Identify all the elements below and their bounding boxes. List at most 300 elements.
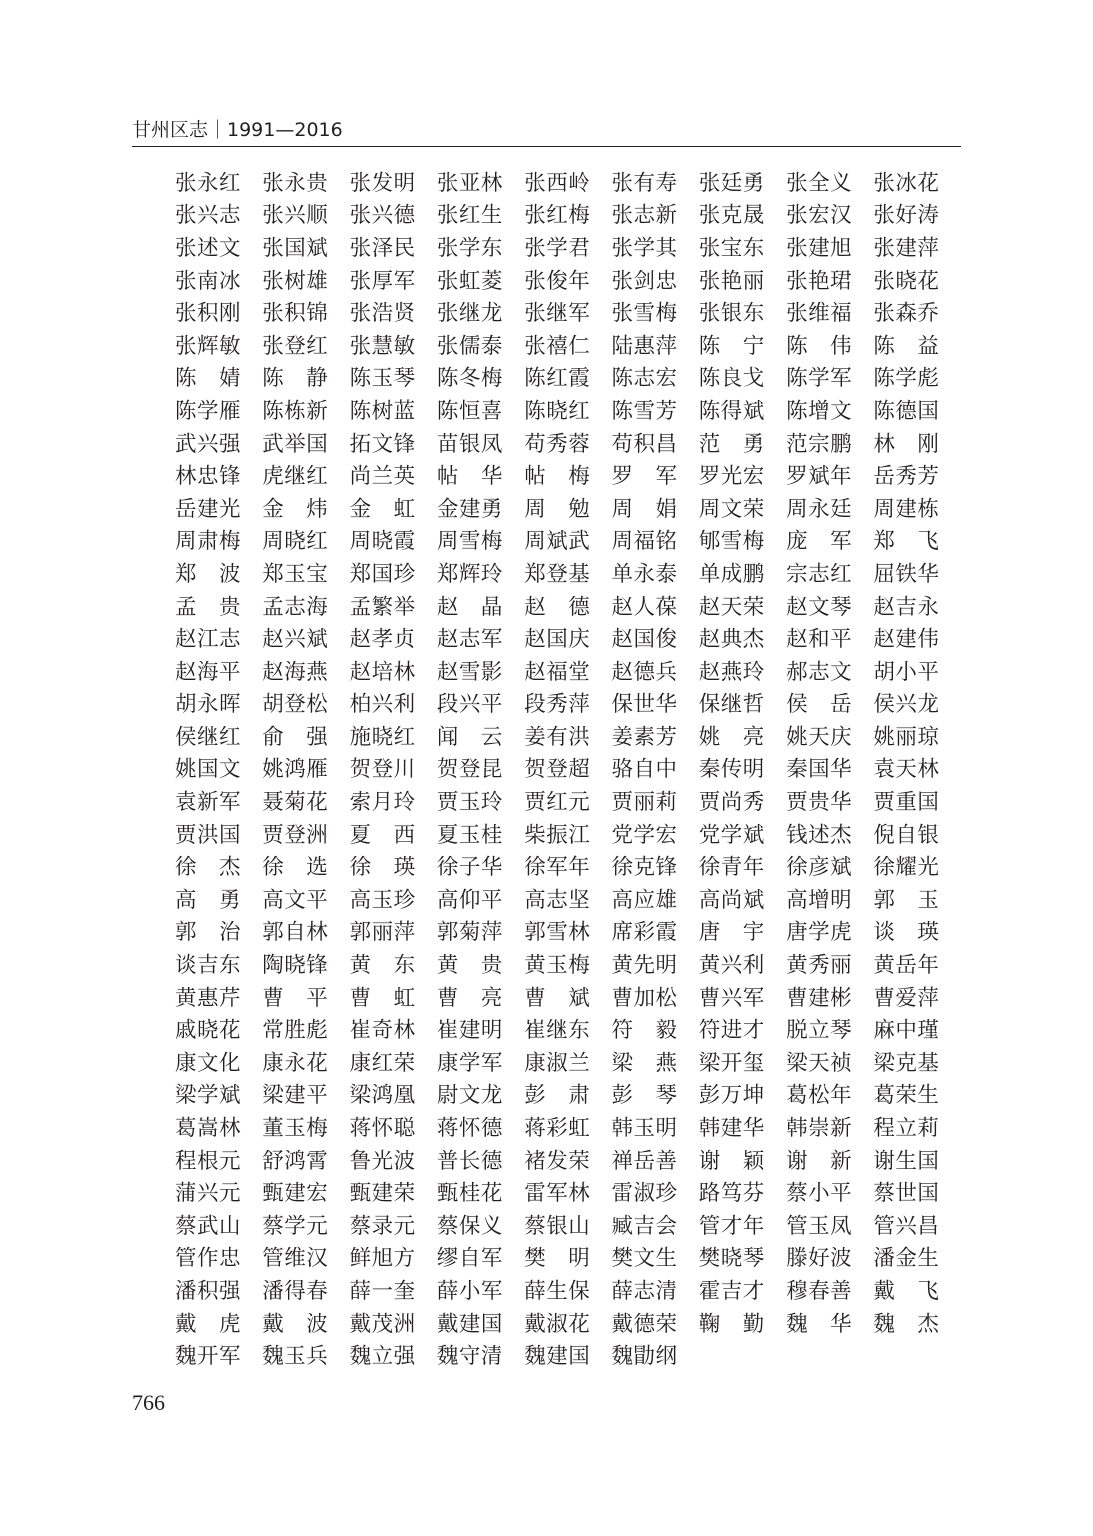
name-entry: 陈 静 bbox=[262, 366, 329, 392]
name-entry: 单成鹏 bbox=[698, 561, 765, 587]
page-number: 766 bbox=[132, 1390, 165, 1415]
name-entry: 戴建国 bbox=[436, 1311, 503, 1337]
name-entry: 高玉珍 bbox=[349, 887, 416, 913]
name-entry: 禅岳善 bbox=[611, 1148, 678, 1174]
name-entry: 胡登松 bbox=[262, 692, 329, 718]
name-entry: 岳建光 bbox=[175, 496, 242, 522]
name-entry: 鞠 勤 bbox=[698, 1311, 765, 1337]
name-entry: 戴 虎 bbox=[175, 1311, 242, 1337]
name-entry: 郭 玉 bbox=[873, 887, 940, 913]
name-entry: 梁开玺 bbox=[698, 1050, 765, 1076]
name-entry: 黄 贵 bbox=[436, 953, 503, 979]
name-row bbox=[175, 361, 975, 394]
name-entry: 钱述杰 bbox=[786, 822, 853, 848]
name-entry: 徐子华 bbox=[436, 855, 503, 881]
name-entry: 倪自银 bbox=[873, 822, 940, 848]
name-entry: 赵天荣 bbox=[698, 594, 765, 620]
name-entry: 魏勖纲 bbox=[611, 1344, 678, 1370]
name-entry: 孟繁举 bbox=[349, 594, 416, 620]
name-entry: 武举国 bbox=[262, 431, 329, 457]
name-entry: 贾登洲 bbox=[262, 822, 329, 848]
name-row bbox=[175, 947, 975, 980]
name-entry: 袁天林 bbox=[873, 757, 940, 783]
name-entry: 张好涛 bbox=[873, 203, 940, 229]
name-entry: 张建旭 bbox=[786, 235, 853, 261]
name-entry: 蔡学元 bbox=[262, 1213, 329, 1239]
name-entry: 秦传明 bbox=[698, 757, 765, 783]
name-entry: 张全义 bbox=[786, 170, 853, 196]
name-entry: 武兴强 bbox=[175, 431, 242, 457]
name-entry: 张剑忠 bbox=[611, 268, 678, 294]
name-entry: 徐克锋 bbox=[611, 855, 678, 881]
name-entry: 黄先明 bbox=[611, 953, 678, 979]
name-entry: 赵海平 bbox=[175, 659, 242, 685]
name-entry: 张永贵 bbox=[262, 170, 329, 196]
name-entry: 贾重国 bbox=[873, 790, 940, 816]
name-entry: 陈冬梅 bbox=[436, 366, 503, 392]
name-entry: 高应雄 bbox=[611, 887, 678, 913]
name-entry: 夏 西 bbox=[349, 822, 416, 848]
name-entry: 张学东 bbox=[436, 235, 503, 261]
name-entry: 周建栋 bbox=[873, 496, 940, 522]
name-entry: 潘金生 bbox=[873, 1246, 940, 1272]
name-row bbox=[175, 491, 975, 524]
name-entry: 金 炜 bbox=[262, 496, 329, 522]
name-entry: 郭 治 bbox=[175, 920, 242, 946]
name-entry: 陶晓锋 bbox=[262, 953, 329, 979]
name-entry: 张银东 bbox=[698, 301, 765, 327]
name-entry: 戴 飞 bbox=[873, 1278, 940, 1304]
name-entry: 张儒泰 bbox=[436, 333, 503, 359]
name-entry: 段兴平 bbox=[436, 692, 503, 718]
name-entry: 常胜彪 bbox=[262, 1018, 329, 1044]
name-entry: 姚天庆 bbox=[786, 724, 853, 750]
name-entry: 蔡武山 bbox=[175, 1213, 242, 1239]
name-entry: 陈树蓝 bbox=[349, 398, 416, 424]
name-entry: 樊文生 bbox=[611, 1246, 678, 1272]
name-entry: 谢生国 bbox=[873, 1148, 940, 1174]
name-entry: 高文平 bbox=[262, 887, 329, 913]
name-entry: 贾洪国 bbox=[175, 822, 242, 848]
name-entry: 甄建荣 bbox=[349, 1181, 416, 1207]
name-entry: 秦国华 bbox=[786, 757, 853, 783]
name-entry: 脱立琴 bbox=[786, 1018, 853, 1044]
name-entry: 闻 云 bbox=[436, 724, 503, 750]
name-entry: 赵文琴 bbox=[786, 594, 853, 620]
name-entry: 贾尚秀 bbox=[698, 790, 765, 816]
name-entry: 屈铁华 bbox=[873, 561, 940, 587]
name-entry: 戚晓花 bbox=[175, 1018, 242, 1044]
name-entry: 柴振江 bbox=[524, 822, 591, 848]
name-entry: 戴淑花 bbox=[524, 1311, 591, 1337]
name-entry: 贺登昆 bbox=[436, 757, 503, 783]
name-entry: 范 勇 bbox=[698, 431, 765, 457]
name-entry: 陈德国 bbox=[873, 398, 940, 424]
name-entry: 侯继红 bbox=[175, 724, 242, 750]
name-entry: 陈晓红 bbox=[524, 398, 591, 424]
name-entry: 赵兴斌 bbox=[262, 627, 329, 653]
name-entry: 缪自军 bbox=[436, 1246, 503, 1272]
name-entry: 赵典杰 bbox=[698, 627, 765, 653]
name-row bbox=[175, 295, 975, 328]
name-row bbox=[175, 426, 975, 459]
name-entry: 魏 杰 bbox=[873, 1311, 940, 1337]
page-header bbox=[132, 114, 961, 147]
name-entry: 管维汉 bbox=[262, 1246, 329, 1272]
name-entry: 宗志红 bbox=[786, 561, 853, 587]
name-entry: 孟 贵 bbox=[175, 594, 242, 620]
name-entry: 张亚林 bbox=[436, 170, 503, 196]
name-entry: 胡小平 bbox=[873, 659, 940, 685]
name-entry: 程立莉 bbox=[873, 1116, 940, 1142]
name-entry: 陈 伟 bbox=[786, 333, 853, 359]
name-entry: 赵 晶 bbox=[436, 594, 503, 620]
name-entry: 姜素芳 bbox=[611, 724, 678, 750]
name-entry: 张兴志 bbox=[175, 203, 242, 229]
name-entry: 黄秀丽 bbox=[786, 953, 853, 979]
name-entry: 臧吉会 bbox=[611, 1213, 678, 1239]
name-row bbox=[175, 719, 975, 752]
name-entry: 单永泰 bbox=[611, 561, 678, 587]
name-entry: 林 刚 bbox=[873, 431, 940, 457]
name-entry: 黄兴利 bbox=[698, 953, 765, 979]
name-entry: 周 娟 bbox=[611, 496, 678, 522]
name-row bbox=[175, 1241, 975, 1274]
name-entry: 徐军年 bbox=[524, 855, 591, 881]
name-entry: 陈学彪 bbox=[873, 366, 940, 392]
name-entry: 蒋怀德 bbox=[436, 1116, 503, 1142]
name-entry: 张登红 bbox=[262, 333, 329, 359]
name-entry: 蔡录元 bbox=[349, 1213, 416, 1239]
name-row bbox=[175, 687, 975, 720]
name-entry: 霍吉才 bbox=[698, 1278, 765, 1304]
name-entry: 郇雪梅 bbox=[698, 529, 765, 555]
name-entry: 蒲兴元 bbox=[175, 1181, 242, 1207]
name-entry: 戴茂洲 bbox=[349, 1311, 416, 1337]
name-entry: 康学军 bbox=[436, 1050, 503, 1076]
name-entry: 樊晓琴 bbox=[698, 1246, 765, 1272]
name-entry: 曹 平 bbox=[262, 985, 329, 1011]
name-entry: 陈良戈 bbox=[698, 366, 765, 392]
name-entry: 姚丽琼 bbox=[873, 724, 940, 750]
name-entry: 张学其 bbox=[611, 235, 678, 261]
name-entry: 张南冰 bbox=[175, 268, 242, 294]
name-entry: 罗斌年 bbox=[786, 464, 853, 490]
name-row bbox=[175, 198, 975, 231]
name-row bbox=[175, 556, 975, 589]
name-entry: 韩崇新 bbox=[786, 1116, 853, 1142]
name-row bbox=[175, 882, 975, 915]
name-entry: 陈增文 bbox=[786, 398, 853, 424]
name-entry: 崔奇林 bbox=[349, 1018, 416, 1044]
name-entry: 姚鸿雁 bbox=[262, 757, 329, 783]
name-entry: 薛小军 bbox=[436, 1278, 503, 1304]
name-entry: 管才年 bbox=[698, 1213, 765, 1239]
name-entry: 陈 益 bbox=[873, 333, 940, 359]
name-entry: 施晓红 bbox=[349, 724, 416, 750]
name-entry: 赵人葆 bbox=[611, 594, 678, 620]
name-entry: 韩玉明 bbox=[611, 1116, 678, 1142]
name-row bbox=[175, 263, 975, 296]
name-row bbox=[175, 915, 975, 948]
name-entry: 陈 宁 bbox=[698, 333, 765, 359]
name-entry: 甄建宏 bbox=[262, 1181, 329, 1207]
name-entry: 赵海燕 bbox=[262, 659, 329, 685]
name-entry: 帖 梅 bbox=[524, 464, 591, 490]
name-entry: 张艳珺 bbox=[786, 268, 853, 294]
name-row bbox=[175, 589, 975, 622]
name-entry: 樊 明 bbox=[524, 1246, 591, 1272]
name-entry: 蔡世国 bbox=[873, 1181, 940, 1207]
name-entry: 符 毅 bbox=[611, 1018, 678, 1044]
name-entry: 拓文锋 bbox=[349, 431, 416, 457]
name-row bbox=[175, 1045, 975, 1078]
name-entry: 孟志海 bbox=[262, 594, 329, 620]
name-entry: 张慧敏 bbox=[349, 333, 416, 359]
name-entry: 谢 颖 bbox=[698, 1148, 765, 1174]
name-entry: 夏玉桂 bbox=[436, 822, 503, 848]
name-entry: 张积锦 bbox=[262, 301, 329, 327]
name-entry: 徐 瑛 bbox=[349, 855, 416, 881]
name-entry: 苟秀蓉 bbox=[524, 431, 591, 457]
name-entry: 赵建伟 bbox=[873, 627, 940, 653]
name-entry: 柏兴利 bbox=[349, 692, 416, 718]
name-entry: 张兴德 bbox=[349, 203, 416, 229]
name-entry: 张兴顺 bbox=[262, 203, 329, 229]
name-entry: 陈雪芳 bbox=[611, 398, 678, 424]
name-entry: 金 虹 bbox=[349, 496, 416, 522]
name-entry: 周 勉 bbox=[524, 496, 591, 522]
header-title: 甘州区志｜1991—2016 bbox=[132, 119, 343, 141]
name-row bbox=[175, 458, 975, 491]
name-entry: 张志新 bbox=[611, 203, 678, 229]
name-row bbox=[175, 1273, 975, 1306]
name-entry: 党学宏 bbox=[611, 822, 678, 848]
name-entry: 徐耀光 bbox=[873, 855, 940, 881]
name-row bbox=[175, 165, 975, 198]
name-entry: 梁学斌 bbox=[175, 1083, 242, 1109]
name-entry: 黄惠芹 bbox=[175, 985, 242, 1011]
name-entry: 高仰平 bbox=[436, 887, 503, 913]
name-entry: 戴德荣 bbox=[611, 1311, 678, 1337]
name-row bbox=[175, 393, 975, 426]
name-entry: 张维福 bbox=[786, 301, 853, 327]
name-entry: 郑 飞 bbox=[873, 529, 940, 555]
name-entry: 赵江志 bbox=[175, 627, 242, 653]
name-entry: 赵孝贞 bbox=[349, 627, 416, 653]
name-entry: 康淑兰 bbox=[524, 1050, 591, 1076]
name-entry: 陈志宏 bbox=[611, 366, 678, 392]
name-entry: 赵志军 bbox=[436, 627, 503, 653]
name-entry: 胡永晖 bbox=[175, 692, 242, 718]
name-entry: 周雪梅 bbox=[436, 529, 503, 555]
name-entry: 张述文 bbox=[175, 235, 242, 261]
name-entry: 薛一奎 bbox=[349, 1278, 416, 1304]
name-entry: 崔建明 bbox=[436, 1018, 503, 1044]
name-entry: 唐 宇 bbox=[698, 920, 765, 946]
name-entry: 康永花 bbox=[262, 1050, 329, 1076]
name-entry: 周晓红 bbox=[262, 529, 329, 555]
name-row bbox=[175, 654, 975, 687]
name-entry: 葛松年 bbox=[786, 1083, 853, 1109]
name-entry: 张宝东 bbox=[698, 235, 765, 261]
name-entry: 聂菊花 bbox=[262, 790, 329, 816]
name-entry: 彭 琴 bbox=[611, 1083, 678, 1109]
name-entry: 林忠锋 bbox=[175, 464, 242, 490]
name-entry: 索月玲 bbox=[349, 790, 416, 816]
name-entry: 周肃梅 bbox=[175, 529, 242, 555]
name-entry: 蔡小平 bbox=[786, 1181, 853, 1207]
name-entry: 张建萍 bbox=[873, 235, 940, 261]
name-entry: 张克晟 bbox=[698, 203, 765, 229]
name-entry: 周永廷 bbox=[786, 496, 853, 522]
name-entry: 张廷勇 bbox=[698, 170, 765, 196]
name-entry: 董玉梅 bbox=[262, 1116, 329, 1142]
name-row bbox=[175, 1338, 975, 1371]
name-row bbox=[175, 1208, 975, 1241]
name-entry: 贾红元 bbox=[524, 790, 591, 816]
name-entry: 周晓霞 bbox=[349, 529, 416, 555]
name-entry: 褚发荣 bbox=[524, 1148, 591, 1174]
name-entry: 郑国珍 bbox=[349, 561, 416, 587]
name-entry: 赵福堂 bbox=[524, 659, 591, 685]
name-row bbox=[175, 980, 975, 1013]
name-entry: 张树雄 bbox=[262, 268, 329, 294]
name-entry: 徐彦斌 bbox=[786, 855, 853, 881]
name-entry: 薛志清 bbox=[611, 1278, 678, 1304]
name-entry: 舒鸿霄 bbox=[262, 1148, 329, 1174]
name-entry: 张虹菱 bbox=[436, 268, 503, 294]
name-entry: 穆春善 bbox=[786, 1278, 853, 1304]
name-entry: 张禧仁 bbox=[524, 333, 591, 359]
name-entry: 雷军林 bbox=[524, 1181, 591, 1207]
name-entry: 姚 亮 bbox=[698, 724, 765, 750]
name-entry: 陈红霞 bbox=[524, 366, 591, 392]
name-entry: 赵雪影 bbox=[436, 659, 503, 685]
name-entry: 赵国庆 bbox=[524, 627, 591, 653]
name-entry: 鲜旭方 bbox=[349, 1246, 416, 1272]
name-entry: 魏开军 bbox=[175, 1344, 242, 1370]
name-entry: 高 勇 bbox=[175, 887, 242, 913]
name-entry: 赵国俊 bbox=[611, 627, 678, 653]
name-entry: 程根元 bbox=[175, 1148, 242, 1174]
name-row bbox=[175, 328, 975, 361]
name-entry: 高增明 bbox=[786, 887, 853, 913]
name-row bbox=[175, 1143, 975, 1176]
name-entry: 张发明 bbox=[349, 170, 416, 196]
name-entry: 张西岭 bbox=[524, 170, 591, 196]
name-row bbox=[175, 1078, 975, 1111]
name-entry: 张泽民 bbox=[349, 235, 416, 261]
name-entry: 薛生保 bbox=[524, 1278, 591, 1304]
name-entry: 周文荣 bbox=[698, 496, 765, 522]
name-entry: 赵燕玲 bbox=[698, 659, 765, 685]
name-entry: 陈得斌 bbox=[698, 398, 765, 424]
name-entry: 管作忠 bbox=[175, 1246, 242, 1272]
name-entry: 侯兴龙 bbox=[873, 692, 940, 718]
name-entry: 梁建平 bbox=[262, 1083, 329, 1109]
name-entry: 张继军 bbox=[524, 301, 591, 327]
name-entry: 曹 斌 bbox=[524, 985, 591, 1011]
name-entry: 彭 肃 bbox=[524, 1083, 591, 1109]
name-entry: 段秀萍 bbox=[524, 692, 591, 718]
name-entry: 郑登基 bbox=[524, 561, 591, 587]
name-entry: 罗光宏 bbox=[698, 464, 765, 490]
name-list bbox=[175, 165, 975, 1371]
name-entry: 黄 东 bbox=[349, 953, 416, 979]
name-entry: 郑辉玲 bbox=[436, 561, 503, 587]
name-entry: 贺登超 bbox=[524, 757, 591, 783]
name-row bbox=[175, 817, 975, 850]
name-entry: 滕好波 bbox=[786, 1246, 853, 1272]
name-entry: 张永红 bbox=[175, 170, 242, 196]
name-entry: 谈 瑛 bbox=[873, 920, 940, 946]
name-entry: 贾玉玲 bbox=[436, 790, 503, 816]
name-entry: 管兴昌 bbox=[873, 1213, 940, 1239]
name-entry: 张国斌 bbox=[262, 235, 329, 261]
name-entry: 梁鸿凰 bbox=[349, 1083, 416, 1109]
name-entry: 葛荣生 bbox=[873, 1083, 940, 1109]
name-entry: 蒋彩虹 bbox=[524, 1116, 591, 1142]
name-row bbox=[175, 1175, 975, 1208]
name-entry: 党学斌 bbox=[698, 822, 765, 848]
name-entry: 高尚斌 bbox=[698, 887, 765, 913]
name-entry: 魏玉兵 bbox=[262, 1344, 329, 1370]
name-entry: 黄玉梅 bbox=[524, 953, 591, 979]
name-entry: 周福铭 bbox=[611, 529, 678, 555]
name-entry: 郭雪林 bbox=[524, 920, 591, 946]
name-entry: 梁 燕 bbox=[611, 1050, 678, 1076]
name-entry: 麻中瑾 bbox=[873, 1018, 940, 1044]
name-entry: 崔继东 bbox=[524, 1018, 591, 1044]
name-entry: 陈栋新 bbox=[262, 398, 329, 424]
name-entry: 郭菊萍 bbox=[436, 920, 503, 946]
name-entry: 魏守清 bbox=[436, 1344, 503, 1370]
name-entry: 曹兴军 bbox=[698, 985, 765, 1011]
name-entry: 葛嵩林 bbox=[175, 1116, 242, 1142]
name-entry: 张雪梅 bbox=[611, 301, 678, 327]
name-entry: 郭丽萍 bbox=[349, 920, 416, 946]
name-entry: 保世华 bbox=[611, 692, 678, 718]
name-entry: 郭自林 bbox=[262, 920, 329, 946]
name-entry: 侯 岳 bbox=[786, 692, 853, 718]
name-entry: 路笃芬 bbox=[698, 1181, 765, 1207]
name-entry: 张红生 bbox=[436, 203, 503, 229]
name-row bbox=[175, 784, 975, 817]
name-entry: 韩建华 bbox=[698, 1116, 765, 1142]
name-entry: 岳秀芳 bbox=[873, 464, 940, 490]
name-entry: 陆惠萍 bbox=[611, 333, 678, 359]
name-entry: 张有寿 bbox=[611, 170, 678, 196]
name-entry: 谢 新 bbox=[786, 1148, 853, 1174]
name-entry: 赵吉永 bbox=[873, 594, 940, 620]
name-entry: 蔡银山 bbox=[524, 1213, 591, 1239]
name-entry: 魏建国 bbox=[524, 1344, 591, 1370]
name-entry: 保继哲 bbox=[698, 692, 765, 718]
name-entry: 张浩贤 bbox=[349, 301, 416, 327]
name-entry: 甄桂花 bbox=[436, 1181, 503, 1207]
name-entry: 张晓花 bbox=[873, 268, 940, 294]
name-entry: 曹 亮 bbox=[436, 985, 503, 1011]
name-entry: 赵 德 bbox=[524, 594, 591, 620]
name-row bbox=[175, 1110, 975, 1143]
name-entry: 袁新军 bbox=[175, 790, 242, 816]
name-entry: 符进才 bbox=[698, 1018, 765, 1044]
name-entry: 高志坚 bbox=[524, 887, 591, 913]
name-entry: 张继龙 bbox=[436, 301, 503, 327]
name-entry: 张森乔 bbox=[873, 301, 940, 327]
name-row bbox=[175, 849, 975, 882]
